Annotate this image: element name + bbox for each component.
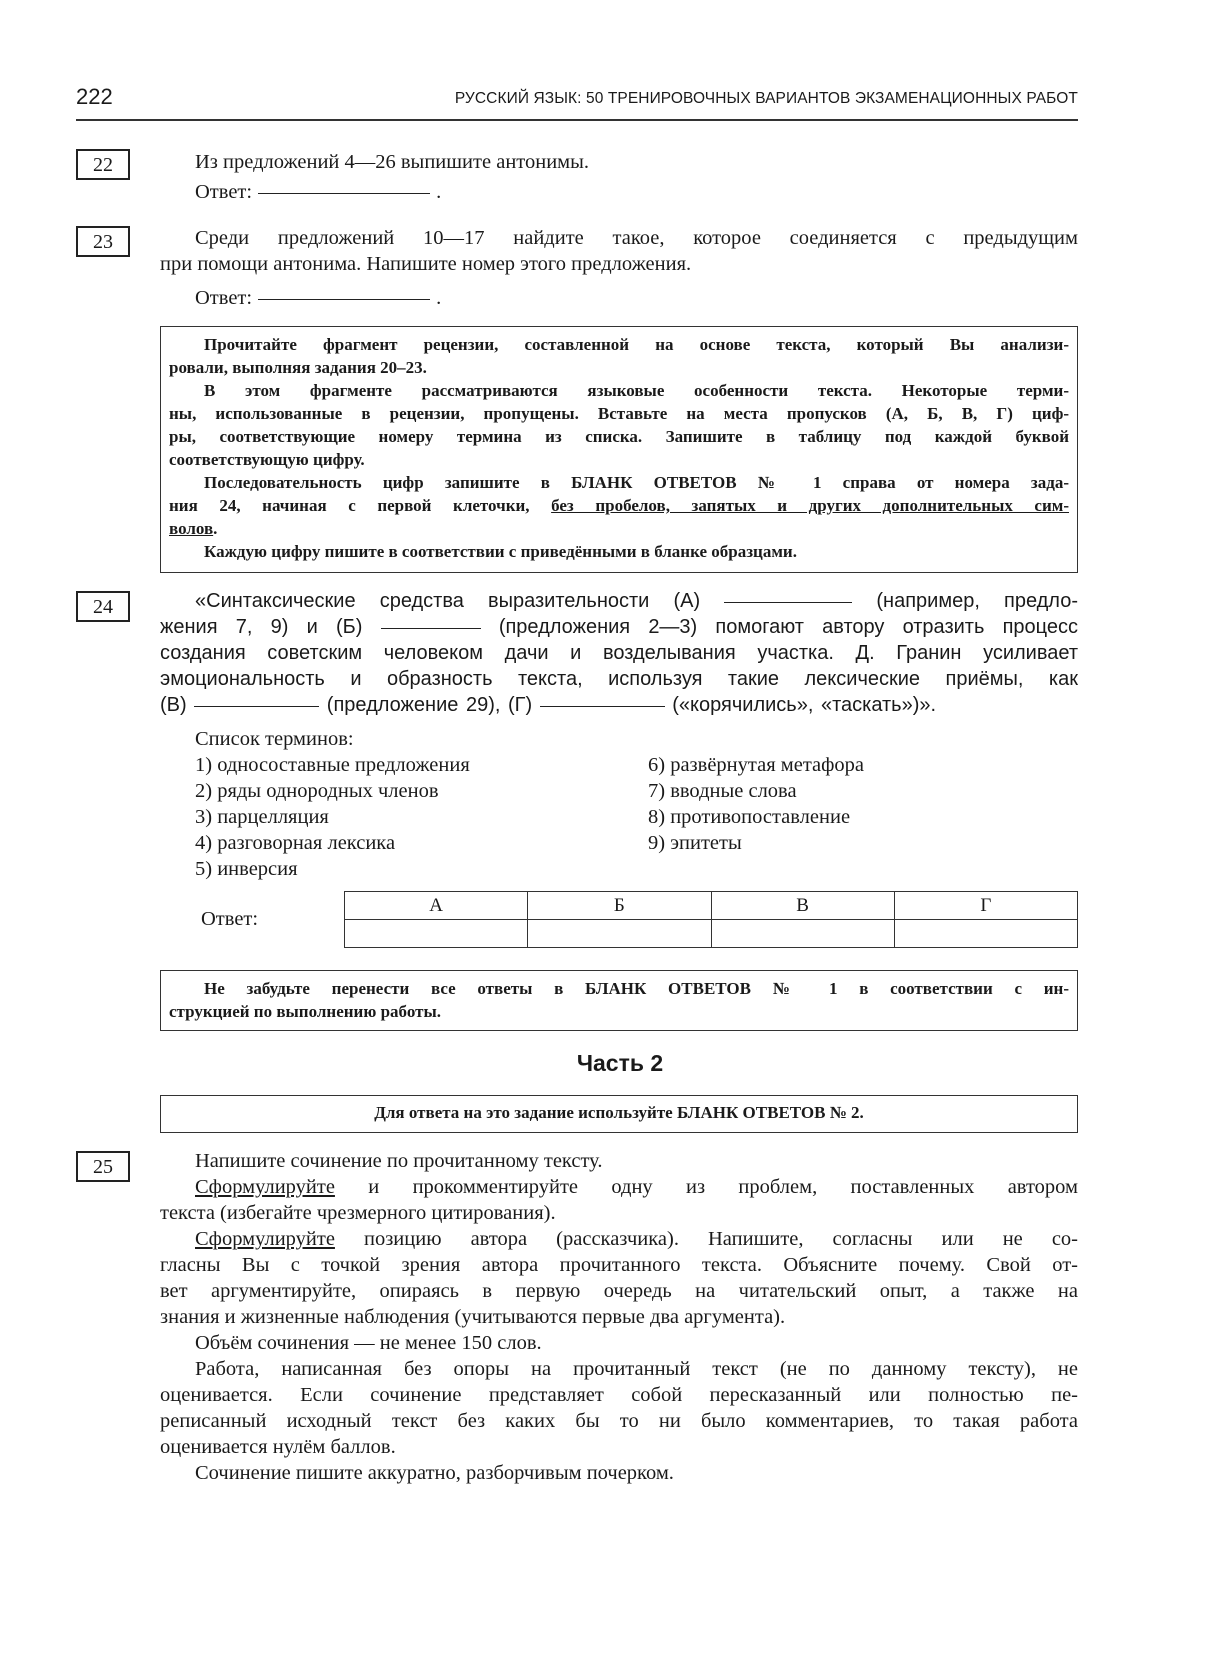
text-line: Сочинение пишите аккуратно, разборчивым почерком. [195, 1462, 674, 1484]
task-number-23: 23 [76, 226, 130, 257]
term-item: 4) разговорная лексика [195, 832, 396, 854]
text-line: ны, использованные в рецензии, пропущены. Вставьте на места пропусков (А, Б, В, Г) циф- [169, 404, 1069, 423]
gap-b[interactable] [381, 628, 481, 629]
text-line: ровали, выполняя задания 20–23. [169, 358, 427, 377]
text-line: соответствующую цифру. [169, 450, 365, 469]
term-item: 5) инверсия [195, 858, 298, 880]
task-25-text [160, 1148, 1078, 1486]
task-23-answer [195, 285, 441, 311]
term-item: 8) противопоставление [648, 806, 851, 828]
text: (предложения 2—3) помогают автору отразить процесс [498, 616, 1079, 638]
task-24-text [160, 588, 1078, 718]
answer-blank[interactable] [258, 193, 430, 194]
text-line: В этом фрагменте рассматриваются языковые особенности текста. Некоторые терми- [204, 381, 1069, 400]
answer-label: Ответ: [201, 908, 259, 930]
underlined-text: Сформулируйте [195, 1176, 335, 1198]
text-line: Последовательность цифр запишите в БЛАНК ОТВЕТОВ № 1 справа от номера зада- [204, 473, 1069, 492]
text-line [169, 494, 1069, 517]
gap-v[interactable] [194, 706, 319, 707]
part-2-title: Часть 2 [576, 1050, 664, 1076]
text-line: оценивается нулём баллов. [160, 1436, 396, 1458]
text: позицию автора (рассказчика). Напишите, согласны или не со- [334, 1228, 1078, 1250]
task-23-text [160, 225, 1078, 277]
text: «Синтаксические средства выразительности (А) [195, 590, 701, 612]
column-header-g: Г [894, 892, 1077, 920]
text-line: гласны Вы с точкой зрения автора прочитанного текста. Объясните почему. Свой от- [160, 1254, 1078, 1276]
text: (предложение 29), (Г) [326, 694, 533, 716]
term-item: 6) развёрнутая метафора [648, 754, 865, 776]
task-number-25: 25 [76, 1151, 130, 1182]
answer-table [344, 891, 1078, 948]
part-2-instruction-box: Для ответа на это задание используйте БЛАНК ОТВЕТОВ № 2. [160, 1095, 1078, 1133]
gap-a[interactable] [724, 602, 852, 603]
page-number: 222 [76, 84, 113, 109]
underlined-text: без пробелов, запятых и других дополнительных сим- [551, 496, 1069, 515]
underlined-text: волов [169, 519, 214, 538]
text-line: вет аргументируйте, опираясь в первую очередь на читательский опыт, а также на [160, 1280, 1078, 1302]
term-item: 1) односоставные предложения [195, 754, 470, 776]
text-line: Работа, написанная без опоры на прочитанный текст (не по данному тексту), не [195, 1358, 1078, 1380]
text-line: Не забудьте перенести все ответы в БЛАНК ОТВЕТОВ № 1 в соответствии с ин- [204, 979, 1069, 998]
answer-label: Ответ: [195, 287, 253, 309]
text-line [160, 614, 1078, 640]
text-line: Прочитайте фрагмент рецензии, составленной на основе текста, который Вы анализи- [204, 335, 1069, 354]
text-line: эмоциональность и образность текста, используя такие лексические приёмы, как [160, 668, 1078, 690]
period: . [436, 287, 442, 309]
text-line: Объём сочинения — не менее 150 слов. [195, 1332, 542, 1354]
text-line: ры, соответствующие номеру термина из списка. Запишите в таблицу под каждой буквой [169, 427, 1069, 446]
gap-g[interactable] [540, 706, 665, 707]
reminder-box [160, 970, 1078, 1031]
text: ния 24, начиная с первой клеточки, [169, 496, 552, 515]
instruction-box [160, 326, 1078, 573]
column-header-v: В [711, 892, 894, 920]
term-item: 2) ряды однородных членов [195, 780, 439, 802]
term-item: 3) парцелляция [195, 806, 329, 828]
period: . [436, 181, 442, 203]
text: (например, предло- [876, 590, 1078, 612]
text-line: струкцией по выполнению работы. [169, 1002, 441, 1021]
text: («корячились», «таскать»)». [672, 694, 937, 716]
header-rule [76, 119, 1078, 121]
text-line [160, 1226, 1078, 1252]
text-line: текста (избегайте чрезмерного цитирования). [160, 1202, 556, 1224]
text-line [160, 1174, 1078, 1200]
underlined-text: Сформулируйте [195, 1228, 335, 1250]
text: (В) [160, 694, 187, 716]
terms-list-right [648, 752, 864, 856]
text-line [169, 517, 1069, 540]
running-header: РУССКИЙ ЯЗЫК: 50 ТРЕНИРОВОЧНЫХ ВАРИАНТОВ ЭКЗАМЕНАЦИОННЫХ РАБОТ [454, 90, 1078, 107]
text-line: Каждую цифру пишите в соответствии с приведёнными в бланке образцами. [204, 542, 797, 561]
terms-title: Список терминов: [195, 728, 354, 750]
column-header-b: Б [528, 892, 711, 920]
term-item: 9) эпитеты [648, 832, 742, 854]
task-number-22: 22 [76, 149, 130, 180]
text-line: Напишите сочинение по прочитанному тексту. [195, 1150, 603, 1172]
terms-list-left [195, 752, 470, 882]
answer-cell-b[interactable] [528, 920, 711, 948]
text-line: создания советским человеком дачи и возделывания участка. Д. Гранин усиливает [160, 642, 1078, 664]
term-item: 7) вводные слова [648, 780, 797, 802]
text-line [160, 692, 1078, 718]
text-line: реписанный исходный текст без каких бы то ни было комментариев, то такая работа [160, 1410, 1078, 1432]
text: и прокомментируйте одну из проблем, поставленных автором [334, 1176, 1078, 1198]
answer-cell-a[interactable] [345, 920, 528, 948]
task-22-text: Из предложений 4—26 выпишите антонимы. [195, 151, 590, 173]
answer-blank[interactable] [258, 299, 430, 300]
answer-cell-v[interactable] [711, 920, 894, 948]
text-line [160, 588, 1078, 614]
text-line: при помощи антонима. Напишите номер этого предложения. [160, 253, 692, 275]
text-line: Среди предложений 10—17 найдите такое, которое соединяется с предыдущим [195, 227, 1078, 249]
task-number-24: 24 [76, 591, 130, 622]
answer-label: Ответ: [195, 181, 253, 203]
period: . [213, 519, 218, 538]
text-line: оценивается. Если сочинение представляет собой пересказанный или полностью пе- [160, 1384, 1078, 1406]
column-header-a: А [345, 892, 528, 920]
text-line: знания и жизненные наблюдения (учитываются первые два аргумента). [160, 1306, 786, 1328]
answer-cell-g[interactable] [894, 920, 1077, 948]
task-22-answer [195, 179, 441, 205]
text: жения 7, 9) и (Б) [160, 616, 363, 638]
